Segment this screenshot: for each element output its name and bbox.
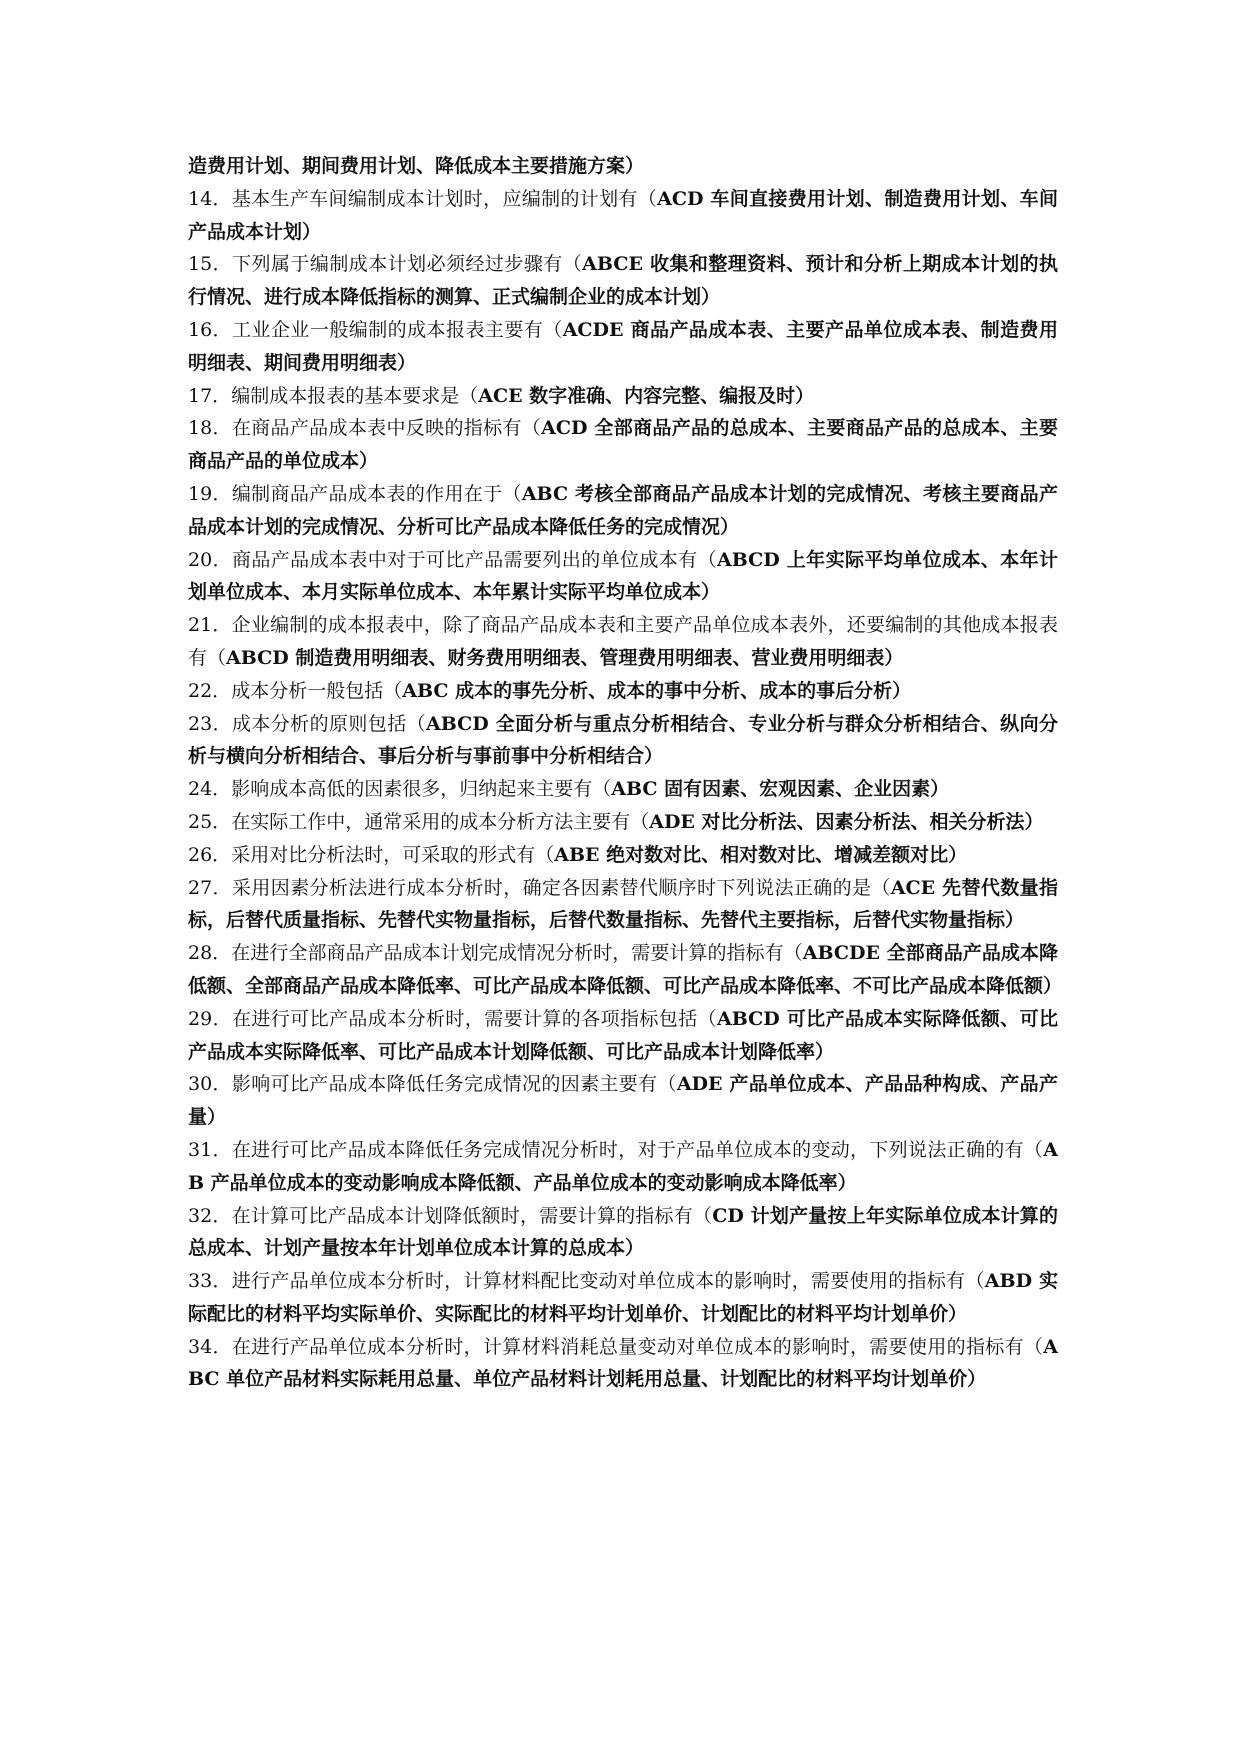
answer-text: ACE 数字准确、内容完整、编报及时）: [478, 384, 815, 407]
question-text: 在进行全部商品产品成本计划完成情况分析时，需要计算的指标有（: [231, 942, 803, 965]
list-item: [188, 380, 1058, 413]
list-item: [188, 314, 1058, 380]
list-item: [188, 544, 1058, 610]
question-text: 成本分析一般包括（: [231, 679, 403, 702]
question-text: 采用对比分析法时，可采取的形式有（: [231, 843, 555, 866]
answer-text: CD 计划产量按上年实际单位成本计算的总成本、计划产量按本年计划单位成本计算的总成本）: [188, 1204, 1058, 1260]
question-text: 企业编制的成本报表中，除了商品产品成本表和主要产品单位成本表外，还要编制的其他成本报表有（: [188, 614, 1058, 669]
item-number: 23．: [188, 712, 232, 735]
answer-text: ABCE 收集和整理资料、预计和分析上期成本计划的执行情况、进行成本降低指标的测算、正式编制企业的成本计划）: [188, 253, 1058, 309]
item-number: 30．: [188, 1073, 232, 1096]
answer-text: 造费用计划、期间费用计划、降低成本主要措施方案）: [188, 155, 645, 177]
answer-text: ABC 单位产品材料实际耗用总量、单位产品材料计划耗用总量、计划配比的材料平均计划单价）: [188, 1335, 1058, 1391]
question-text: 在商品产品成本表中反映的指标有（: [231, 417, 542, 440]
answer-text: ABCD 全面分析与重点分析相结合、专业分析与群众分析相结合、纵向分析与横向分析相结合、事后分析与事前事中分析相结合）: [188, 712, 1058, 768]
answer-text: ADE 对比分析法、因素分析法、相关分析法）: [649, 810, 1044, 833]
question-text: 基本生产车间编制成本计划时，应编制的计划有（: [231, 187, 658, 210]
answer-text: ABC 考核全部商品产品成本计划的完成情况、考核主要商品产品成本计划的完成情况、分析可比产品成本降低任务的完成情况）: [188, 482, 1058, 538]
document-page: [188, 150, 1063, 1396]
item-number: 19．: [188, 482, 232, 505]
question-text: 在实际工作中，通常采用的成本分析方法主要有（: [231, 810, 650, 833]
list-item: [188, 675, 1058, 708]
list-item: [188, 937, 1063, 1003]
answer-text: ABE 绝对数对比、相对数对比、增减差额对比）: [554, 843, 968, 866]
answer-text: ABCD 可比产品成本实际降低额、可比产品成本实际降低率、可比产品成本计划降低额、可比产品成本计划降低率）: [188, 1007, 1058, 1063]
list-item: [188, 872, 1058, 938]
question-text: 影响成本高低的因素很多，归纳起来主要有（: [231, 778, 612, 801]
item-number: 20．: [188, 548, 232, 571]
answer-text: ADE 产品单位成本、产品品种构成、产品产量）: [188, 1073, 1058, 1129]
list-item: [188, 1200, 1058, 1266]
item-number: 16．: [188, 318, 233, 341]
list-item: [188, 806, 1058, 839]
item-number: 26．: [188, 843, 232, 866]
list-item: [188, 478, 1058, 544]
question-text: 在进行可比产品成本降低任务完成情况分析时，对于产品单位成本的变动，下列说法正确的有（: [231, 1138, 1044, 1161]
item-number: 34．: [188, 1335, 232, 1358]
question-text: 编制成本报表的基本要求是（: [231, 384, 479, 407]
list-item: [188, 150, 1058, 183]
answer-text: AB 产品单位成本的变动影响成本降低额、产品单位成本的变动影响成本降低率）: [188, 1138, 1058, 1194]
item-number: 28．: [188, 942, 232, 965]
answer-text: ACE 先替代数量指标，后替代质量指标、先替代实物量指标，后替代数量指标、先替代主要指标，后替代实物量指标）: [188, 876, 1058, 932]
question-text: 进行产品单位成本分析时，计算材料配比变动对单位成本的影响时，需要使用的指标有（: [231, 1270, 985, 1293]
item-number: 17．: [188, 384, 232, 407]
item-number: 29．: [188, 1007, 232, 1030]
item-number: 15．: [188, 253, 233, 276]
list-item: [188, 1265, 1058, 1331]
item-number: 21．: [188, 614, 232, 637]
answer-text: ABC 固有因素、宏观因素、企业因素）: [611, 778, 950, 801]
question-text: 在计算可比产品成本计划降低额时，需要计算的指标有（: [231, 1204, 713, 1227]
answer-text: ABD 实际配比的材料平均实际单价、实际配比的材料平均计划单价、计划配比的材料平均计划单价）: [188, 1270, 1058, 1325]
list-item: [188, 1331, 1058, 1397]
list-item: [188, 183, 1058, 249]
question-text: 成本分析的原则包括（: [231, 712, 426, 735]
answer-text: ABCD 上年实际平均单位成本、本年计划单位成本、本月实际单位成本、本年累计实际平均单位成本）: [188, 548, 1058, 604]
list-item: [188, 1134, 1058, 1200]
item-number: 27．: [188, 876, 232, 899]
question-text: 编制商品产品成本表的作用在于（: [231, 482, 522, 505]
list-item: [188, 839, 1058, 872]
item-number: 14．: [188, 187, 232, 210]
question-text: 下列属于编制成本计划必须经过步骤有（: [232, 253, 583, 276]
answer-text: ACDE 商品产品成本表、主要产品单位成本表、制造费用明细表、期间费用明细表）: [188, 318, 1058, 374]
item-number: 32．: [188, 1204, 232, 1227]
answer-text: ACD 全部商品产品的总成本、主要商品产品的总成本、主要商品产品的单位成本）: [188, 417, 1058, 473]
item-number: 18．: [188, 417, 232, 440]
answer-text: ABCDE 全部商品产品成本降低额、全部商品产品成本降低率、可比产品成本降低额、可比产品成本降低率、不可比产品成本降低额）: [188, 942, 1063, 997]
item-number: 24．: [188, 778, 232, 801]
item-number: 22．: [188, 679, 232, 702]
answer-text: ABCD 制造费用明细表、财务费用明细表、管理费用明细表、营业费用明细表）: [226, 646, 904, 669]
question-text: 在进行可比产品成本分析时，需要计算的各项指标包括（: [231, 1007, 717, 1030]
list-item: [188, 609, 1058, 675]
list-item: [188, 773, 1058, 806]
question-text: 在进行产品单位成本分析时，计算材料消耗总量变动对单位成本的影响时，需要使用的指标有（: [231, 1335, 1044, 1358]
item-number: 31．: [188, 1138, 232, 1161]
list-item: [188, 248, 1058, 314]
question-text: 工业企业一般编制的成本报表主要有（: [232, 318, 563, 341]
question-text: 采用因素分析法进行成本分析时，确定各因素替代顺序时下列说法正确的是（: [231, 876, 891, 899]
question-text: 商品产品成本表中对于可比产品需要列出的单位成本有（: [231, 548, 717, 571]
list-item: [188, 708, 1058, 774]
item-number: 33．: [188, 1270, 232, 1293]
answer-text: ABC 成本的事先分析、成本的事中分析、成本的事后分析）: [402, 679, 912, 702]
answer-text: ACD 车间直接费用计划、制造费用计划、车间产品成本计划）: [188, 187, 1058, 243]
list-item: [188, 412, 1058, 478]
list-item: [188, 1068, 1058, 1134]
item-number: 25．: [188, 810, 232, 833]
list-item: [188, 1003, 1058, 1069]
question-text: 影响可比产品成本降低任务完成情况的因素主要有（: [231, 1073, 677, 1096]
